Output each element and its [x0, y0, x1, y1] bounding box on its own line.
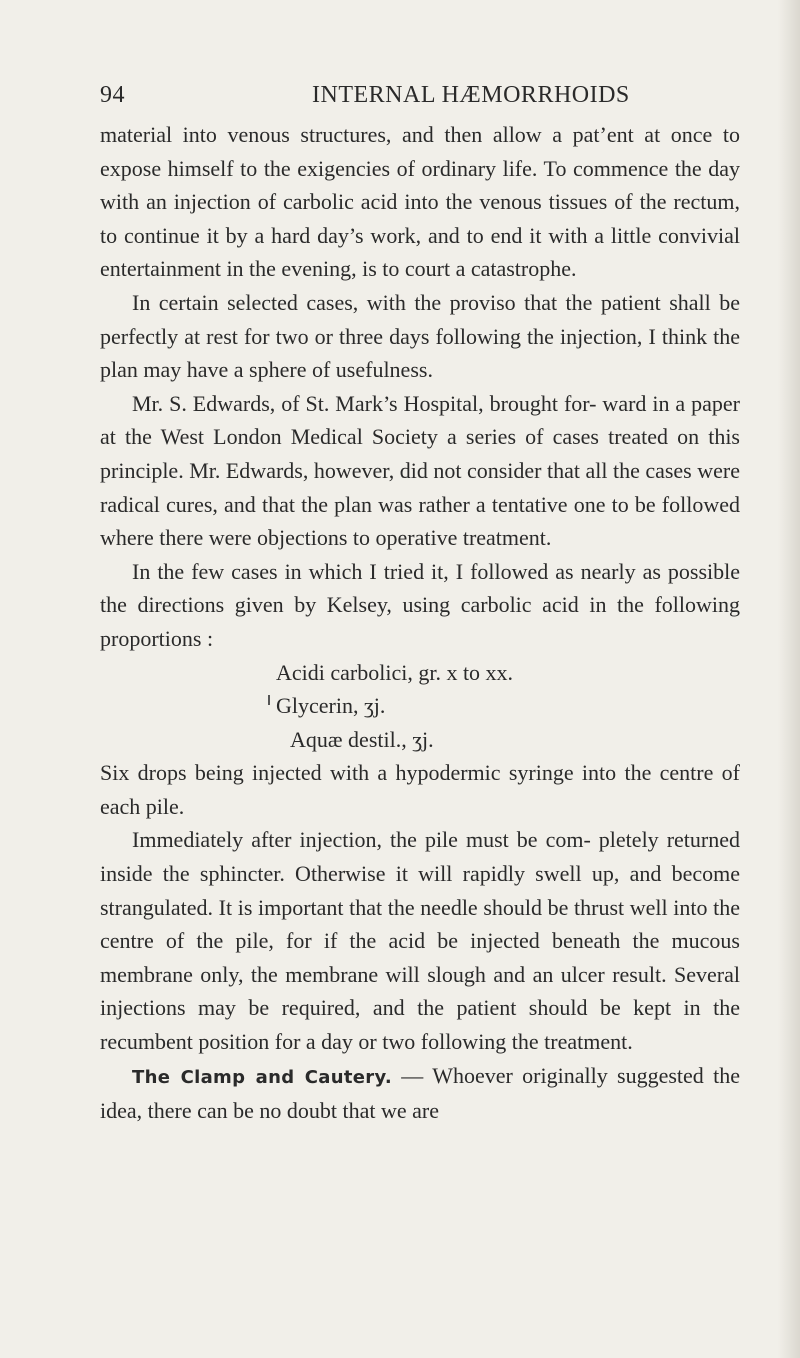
paragraph-4: In the few cases in which I tried it, I followed as nearly as possible the directions given by Kelsey, using carbolic acid in the following proportions :: [100, 558, 740, 651]
formula-line-1: Acidi carbolici, gr. x to xx.: [276, 659, 514, 685]
paragraph-2: In certain selected cases, with the proviso that the patient shall be perfectly at rest for two or three days following the injection, I think the plan may have a sphere of usefulness.: [100, 289, 740, 383]
page-header: [100, 82, 740, 112]
paragraph-7-text: — Whoever originally suggested the idea, there can be no doubt that we are: [100, 1062, 740, 1124]
side-heading: The Clamp and Cautery.: [132, 1066, 392, 1088]
paragraph-5: Six drops being injected with a hypodermic syringe into the centre of each pile.: [100, 760, 740, 819]
paragraph-6: Immediately after injection, the pile must be com- pletely returned inside the sphincter. Otherwise it will rapidly swell up, and become strangulated. It is important that the needle should be thrust well into the centre of the pile, for if the acid be injected beneath the mucous membrane only, the membrane will slough and an ulcer result. Several injections may be required, and the patient should be kept in the recumbent position for a day or two following the treatment.: [100, 827, 740, 1055]
page-edge-shadow: [778, 0, 800, 1358]
page-number: 94: [100, 82, 125, 108]
print-mark: [268, 695, 270, 705]
prescription-formula: [100, 656, 740, 757]
running-title: INTERNAL HÆMORRHOIDS: [312, 82, 630, 108]
paragraph-1: material into venous structures, and then allow a pat’ent at once to expose himself to the exigencies of ordinary life. To commence the day with an injection of carbolic acid into the venous tissues of the rectum, to continue it by a hard day’s work, and to end it with a little convivial entertainment in the evening, is to court a catastrophe.: [100, 122, 740, 282]
formula-line-3: Aquæ destil., ʒj.: [290, 726, 434, 752]
formula-line-2: Glycerin, ʒj.: [100, 689, 740, 723]
paragraph-3: Mr. S. Edwards, of St. Mark’s Hospital, brought for- ward in a paper at the West London Medical Society a series of cases treated on this principle. Mr. Edwards, however, did not consider that all the cases were radical cures, and that the plan was rather a tentative one to be followed where there were objections to operative treatment.: [100, 390, 740, 551]
body-text: [100, 118, 740, 1128]
paragraph-7: [100, 1059, 740, 1128]
